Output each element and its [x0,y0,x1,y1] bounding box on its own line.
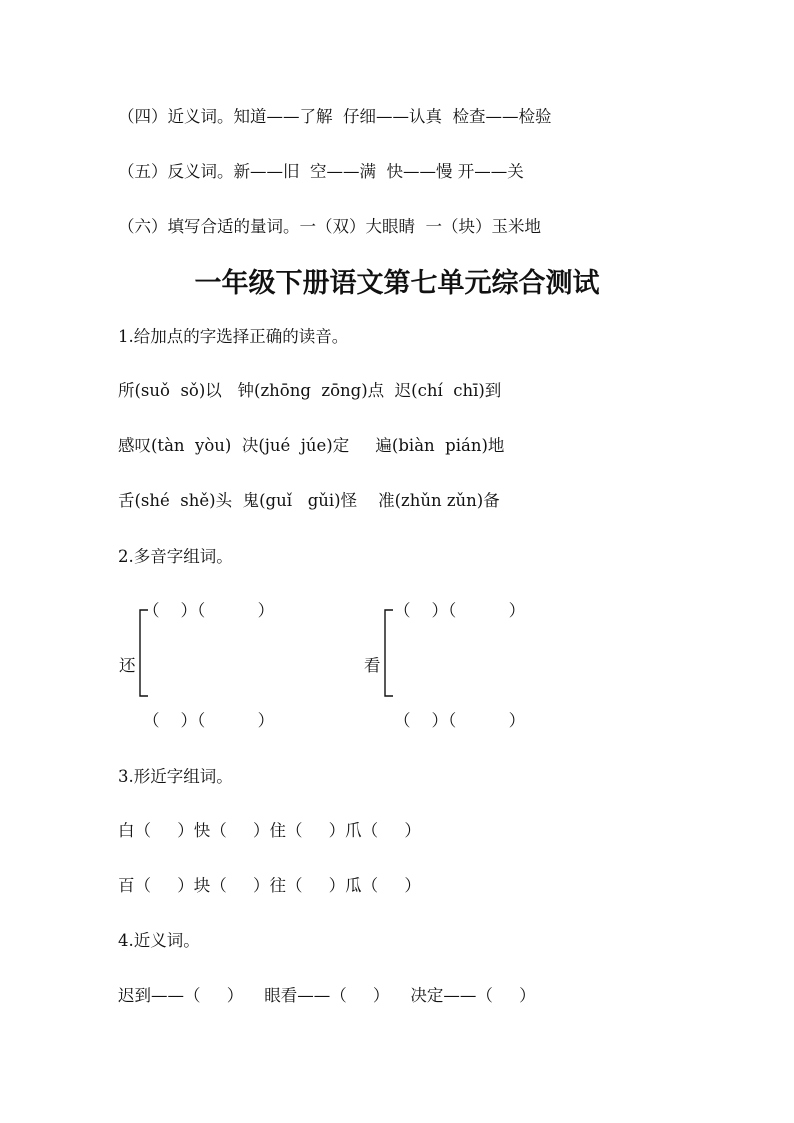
brace-2 [383,610,397,696]
polyphone-char-2: 看 [364,656,381,675]
review-line-6: （六）填写合适的量词。一（双）大眼睛 一（块）玉米地 [118,217,541,236]
q4-row[interactable]: 迟到——（ ） 眼看——（ ） 决定——（ ） [118,986,536,1005]
q1-row-2: 感叹(tàn yòu) 决(jué júe)定 遍(biàn pián)地 [118,436,505,455]
q2-blank-2b[interactable]: （ ）（ ） [394,711,526,730]
q2-blank-2a[interactable]: （ ）（ ） [394,601,526,620]
q2-heading: 2.多音字组词。 [118,547,233,566]
polyphone-char-1: 还 [119,656,136,675]
page-title: 一年级下册语文第七单元综合测试 [194,268,600,299]
review-line-5: （五）反义词。新——旧 空——满 快——慢 开——关 [118,162,524,181]
q3-row-1[interactable]: 白（ ）快（ ）住（ ）爪（ ） [118,821,421,840]
q1-heading: 1.给加点的字选择正确的读音。 [118,327,349,346]
q3-heading: 3.形近字组词。 [118,767,233,786]
q1-row-1: 所(suǒ sǒ)以 钟(zhōng zōng)点 迟(chí chī)到 [118,381,502,400]
q4-heading: 4.近义词。 [118,931,200,950]
q1-row-3: 舌(shé shě)头 鬼(guǐ gǔi)怪 准(zhǔn zǔn)备 [118,491,500,510]
q2-blank-1a[interactable]: （ ）（ ） [143,601,275,620]
brace-1 [138,610,152,696]
review-line-4: （四）近义词。知道——了解 仔细——认真 检查——检验 [118,107,552,126]
q3-row-2[interactable]: 百（ ）块（ ）往（ ）瓜（ ） [118,876,421,895]
q2-blank-1b[interactable]: （ ）（ ） [143,711,275,730]
